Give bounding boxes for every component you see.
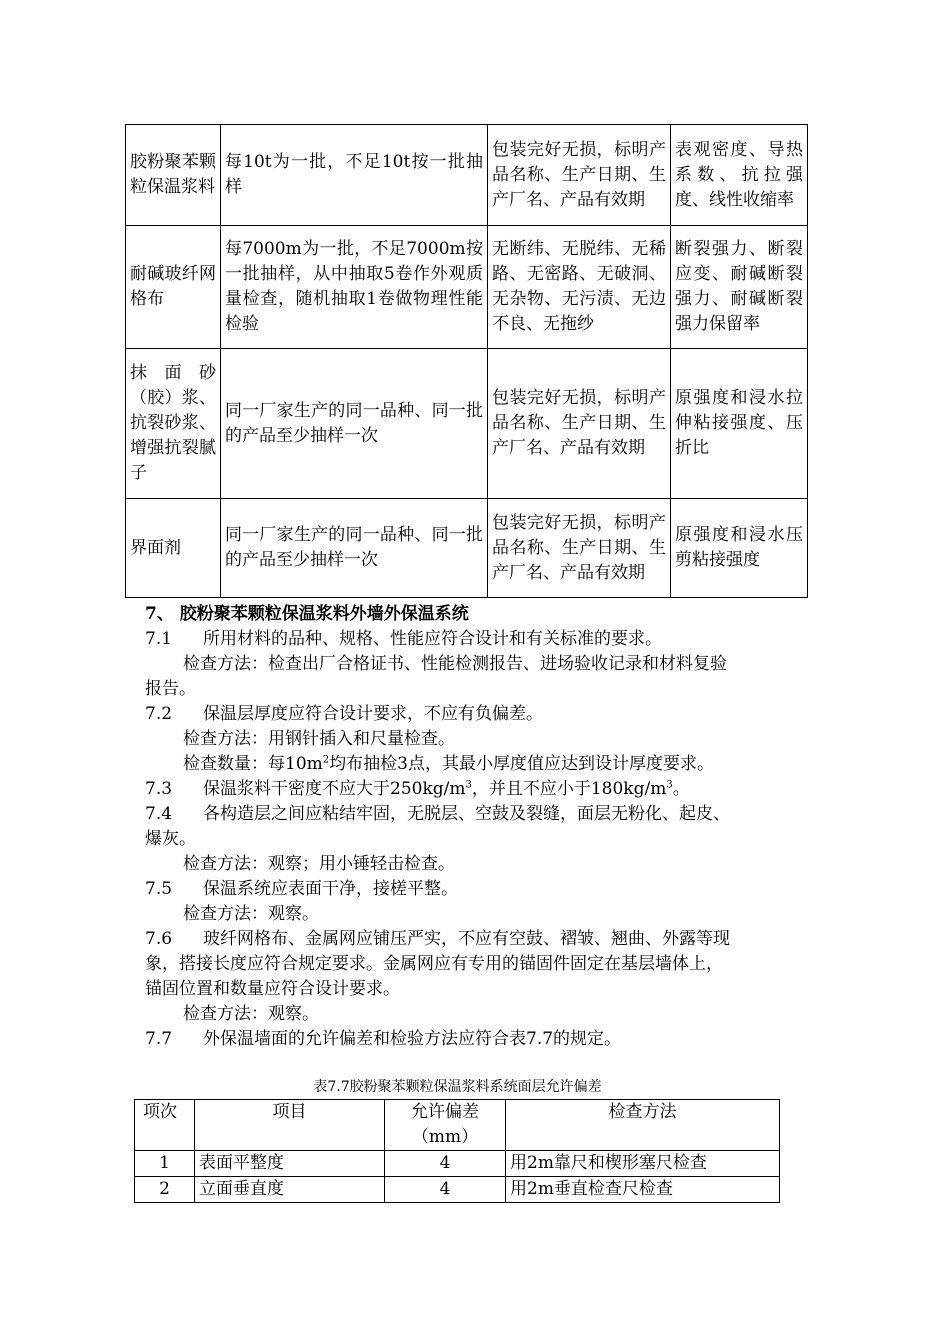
- section-heading: 7、 胶粉聚苯颗粒保温浆料外墙外保温系统: [145, 604, 469, 624]
- superscript: 3: [465, 779, 472, 791]
- check-method-continuation: 报告。: [145, 679, 196, 699]
- table-caption: 表7.7胶粉聚苯颗粒保温浆料系统面层允许偏差: [313, 1079, 602, 1095]
- clause-7-1: [145, 627, 807, 652]
- clause-text: 各构造层之间应粘结牢固，无脱层、空鼓及裂缝，面层无粉化、起皮、: [203, 804, 730, 824]
- header-item: 项目: [195, 1100, 385, 1151]
- clause-7-7: [145, 1027, 807, 1052]
- check-method: 检查方法：观察。: [183, 1004, 319, 1024]
- check-quantity: [145, 752, 845, 777]
- check-quantity-text: 均布抽检3点，其最小厚度值应达到设计厚度要求。: [329, 754, 714, 774]
- row-method: 用2m垂直检查尺检查: [506, 1177, 780, 1203]
- table-row: [126, 499, 808, 598]
- table-row: [126, 349, 808, 499]
- header-tolerance-label: 允许偏差: [411, 1102, 479, 1122]
- clause-text: 外保温墙面的允许偏差和检验方法应符合表7.7的规定。: [203, 1029, 622, 1049]
- check-method: 检查方法：观察。: [183, 904, 319, 924]
- test-items-cell: 表观密度、导热系数、抗拉强度、线性收缩率: [671, 125, 808, 226]
- material-name-cell: 界面剂: [126, 499, 221, 598]
- check-method: 检查方法：观察；用小锤轻击检查。: [183, 854, 455, 874]
- test-items-cell: 原强度和浸水压剪粘接强度: [671, 499, 808, 598]
- superscript: 2: [322, 754, 330, 766]
- appearance-check-cell: 无断纬、无脱纬、无稀路、无密路、无破洞、无杂物、无污渍、无边不良、无拖纱: [488, 226, 671, 349]
- header-no: 项次: [135, 1100, 195, 1151]
- superscript: 3: [666, 779, 673, 791]
- row-tolerance: 4: [385, 1177, 506, 1203]
- clause-7-3: [145, 777, 807, 802]
- material-name-cell: 抹面砂（胶）浆、抗裂砂浆、增强抗裂腻子: [126, 349, 221, 499]
- clause-text: ，并且不应小于180kg/m: [471, 779, 667, 799]
- test-items-cell: 断裂强力、断裂应变、耐碱断裂强力、耐碱断裂强力保留率: [671, 226, 808, 349]
- row-item: 立面垂直度: [195, 1177, 385, 1203]
- clause-number: 7.3: [145, 779, 173, 799]
- check-quantity-text: 检查数量：每10m: [183, 754, 323, 774]
- table-header-row: [135, 1100, 780, 1151]
- clause-continuation: 爆灰。: [145, 829, 196, 849]
- clause-7-6: [145, 927, 807, 952]
- header-method: 检查方法: [506, 1100, 780, 1151]
- header-tolerance: [385, 1100, 506, 1151]
- materials-table: [125, 124, 808, 598]
- clause-text: 。: [672, 779, 690, 799]
- test-items-cell: 原强度和浸水拉伸粘接强度、压折比: [671, 349, 808, 499]
- table-row: [135, 1177, 780, 1203]
- row-tolerance: 4: [385, 1151, 506, 1177]
- clause-text: 所用材料的品种、规格、性能应符合设计和有关标准的要求。: [203, 629, 662, 649]
- clause-number: 7.7: [145, 1029, 173, 1049]
- check-method: 检查方法：用钢针插入和尺量检查。: [183, 729, 455, 749]
- clause-continuation: 锚固位置和数量应符合设计要求。: [145, 979, 400, 999]
- sampling-rule-cell: 每7000m为一批，不足7000m按一批抽样，从中抽取5卷作外观质量检查，随机抽取1卷做物理性能检验: [221, 226, 488, 349]
- clause-number: 7.1: [145, 629, 173, 649]
- appearance-check-cell: 包装完好无损，标明产品名称、生产日期、生产厂名、产品有效期: [488, 499, 671, 598]
- clause-text: 保温系统应表面干净，接槎平整。: [203, 879, 458, 899]
- clause-number: 7.5: [145, 879, 173, 899]
- clause-7-4: [145, 802, 807, 827]
- table-row: [126, 226, 808, 349]
- appearance-check-cell: 包装完好无损，标明产品名称、生产日期、生产厂名、产品有效期: [488, 349, 671, 499]
- clause-number: 7.4: [145, 804, 173, 824]
- clause-continuation: 象，搭接长度应符合规定要求。金属网应有专用的锚固件固定在基层墙体上，: [145, 954, 723, 974]
- sampling-rule-cell: 同一厂家生产的同一品种、同一批的产品至少抽样一次: [221, 349, 488, 499]
- check-method: 检查方法：检查出厂合格证书、性能检测报告、进场验收记录和材料复验: [183, 654, 727, 674]
- clause-number: 7.2: [145, 704, 173, 724]
- table-row: [126, 125, 808, 226]
- row-method: 用2m靠尺和楔形塞尺检查: [506, 1151, 780, 1177]
- sampling-rule-cell: 同一厂家生产的同一品种、同一批的产品至少抽样一次: [221, 499, 488, 598]
- row-no: 1: [135, 1151, 195, 1177]
- appearance-check-cell: 包装完好无损，标明产品名称、生产日期、生产厂名、产品有效期: [488, 125, 671, 226]
- clause-7-5: [145, 877, 807, 902]
- clause-text: 保温层厚度应符合设计要求，不应有负偏差。: [203, 704, 543, 724]
- clause-text: 保温浆料干密度不应大于250kg/m: [203, 779, 466, 799]
- material-name-cell: 胶粉聚苯颗粒保温浆料: [126, 125, 221, 226]
- sampling-rule-cell: 每10t为一批，不足10t按一批抽样: [221, 125, 488, 226]
- row-no: 2: [135, 1177, 195, 1203]
- table-row: [135, 1151, 780, 1177]
- row-item: 表面平整度: [195, 1151, 385, 1177]
- clause-number: 7.6: [145, 929, 173, 949]
- clause-7-2: [145, 702, 807, 727]
- deviation-table: [134, 1099, 780, 1203]
- clause-text: 玻纤网格布、金属网应铺压严实，不应有空鼓、褶皱、翘曲、外露等现: [203, 929, 730, 949]
- header-tolerance-unit: （mm）: [411, 1127, 479, 1147]
- material-name-cell: 耐碱玻纤网格布: [126, 226, 221, 349]
